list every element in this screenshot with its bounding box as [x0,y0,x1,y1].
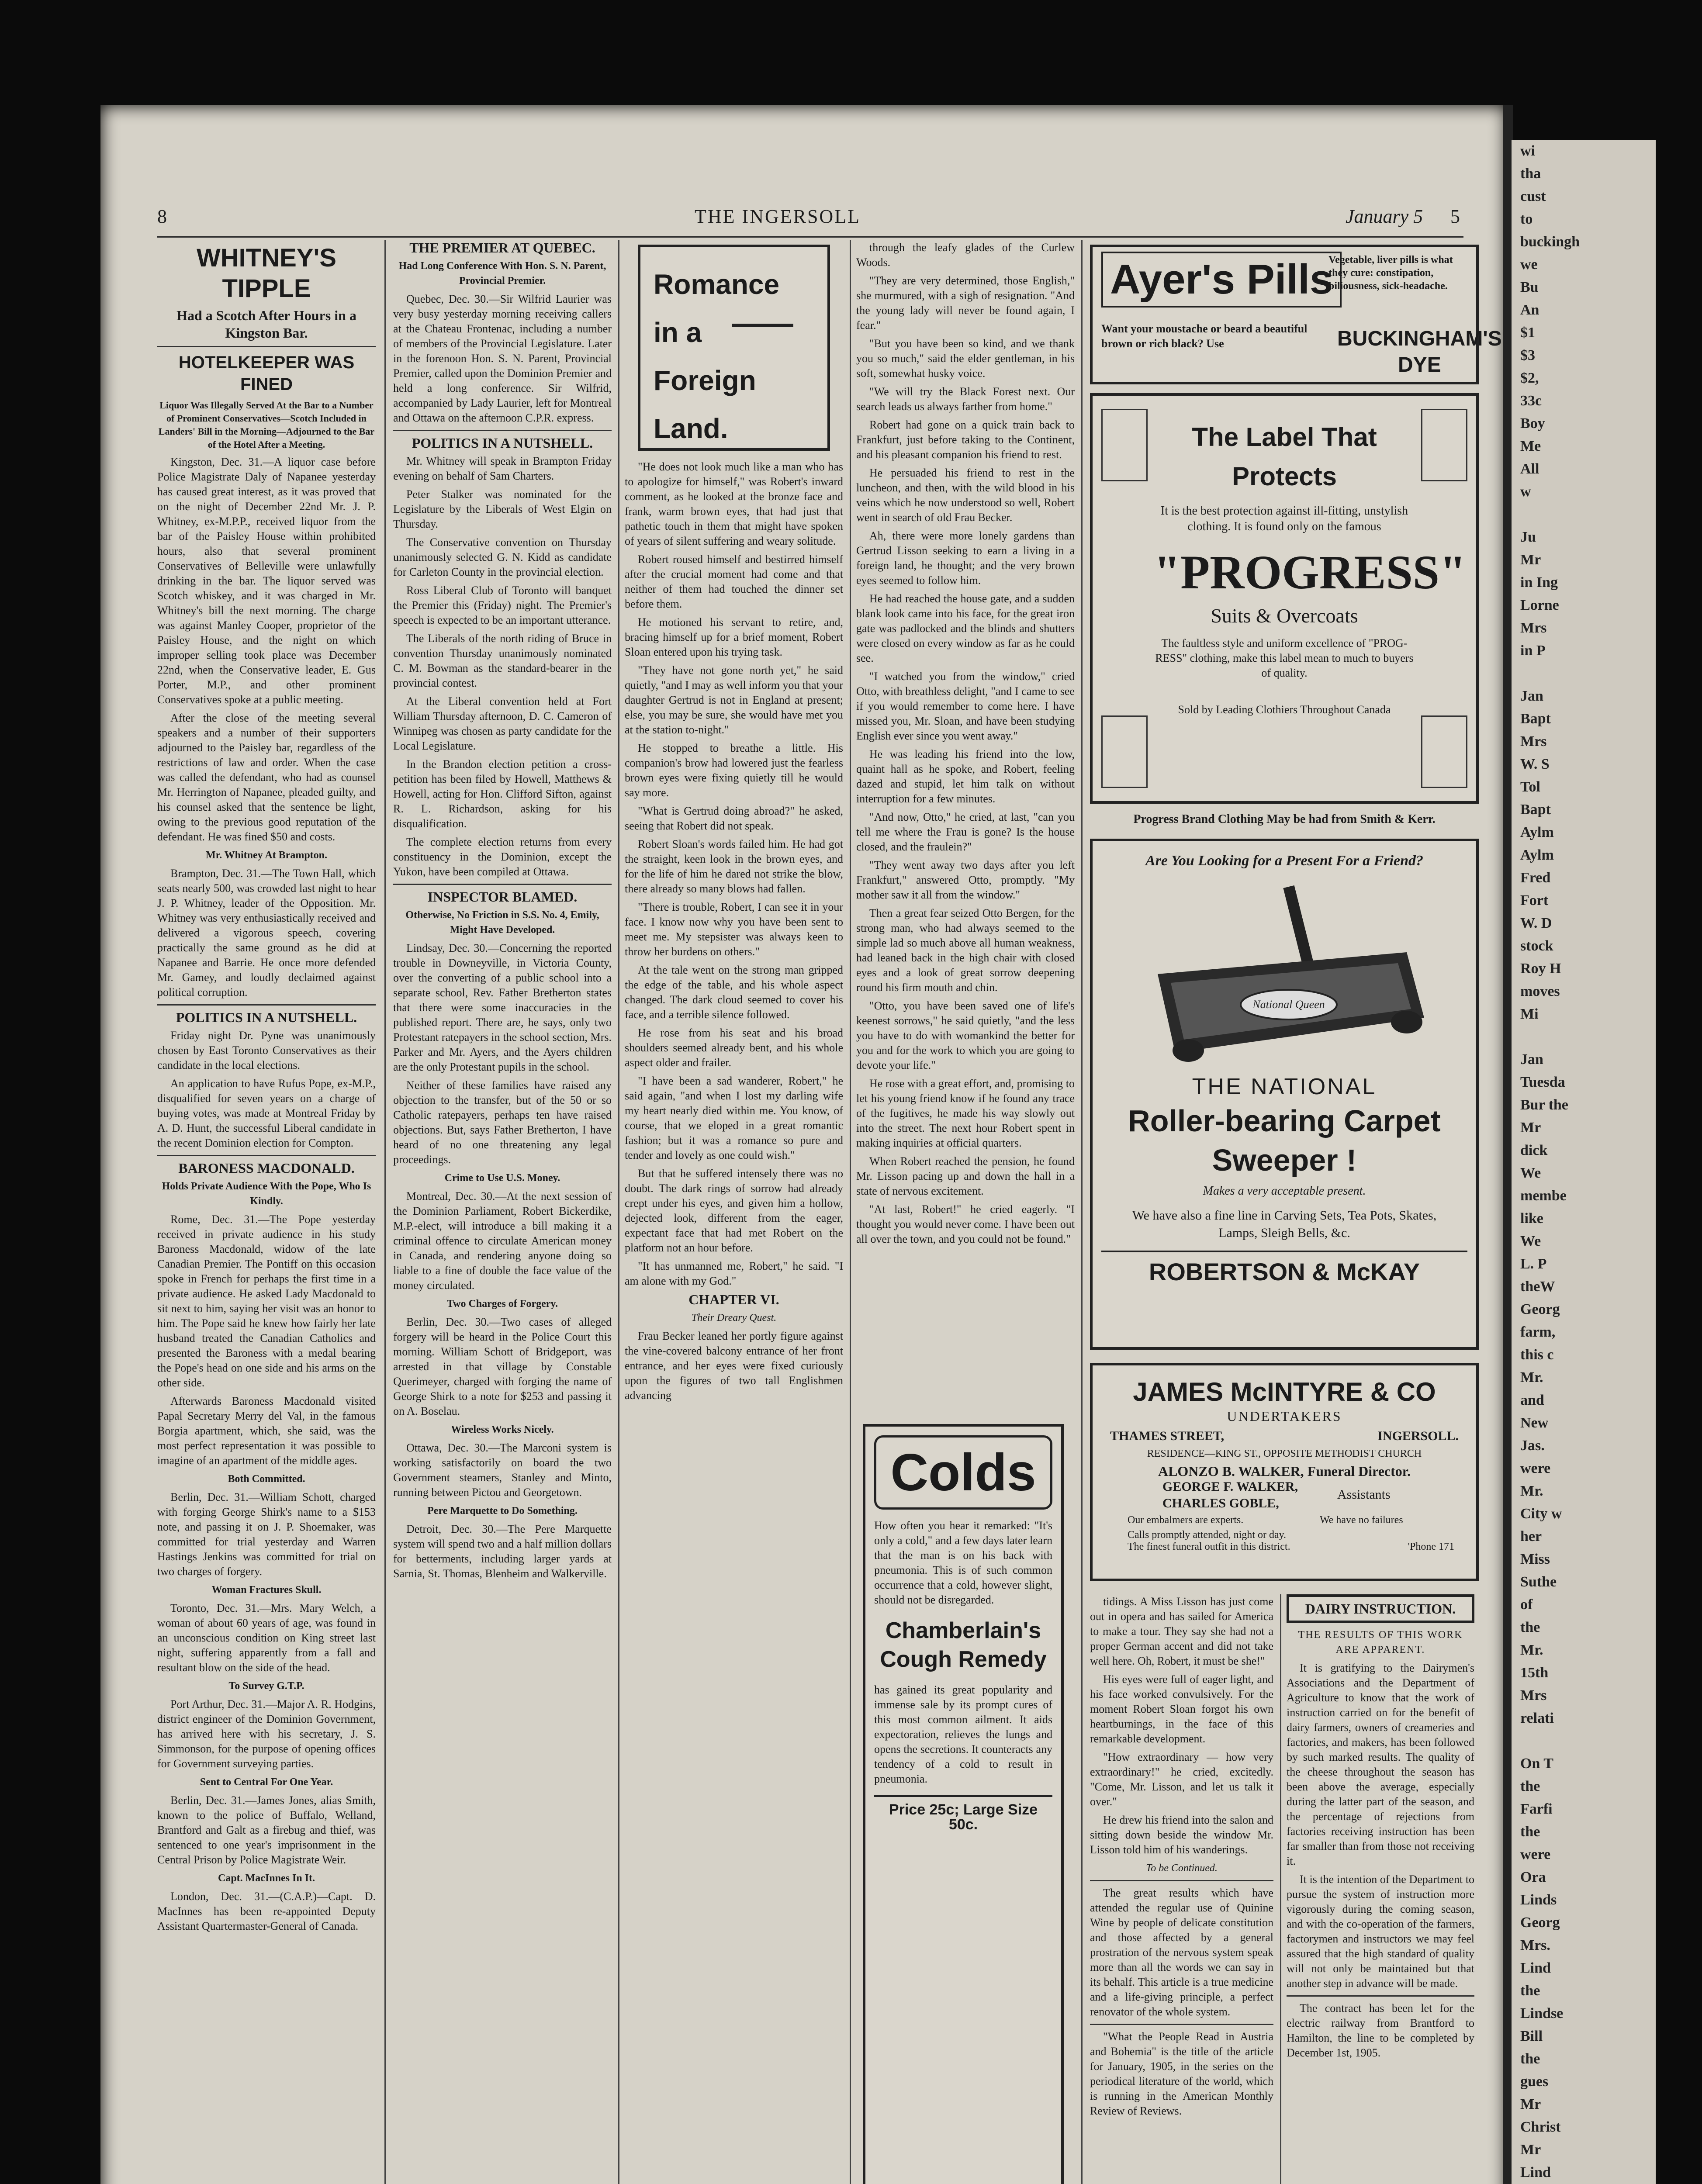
heading-baroness: BARONESS MACDONALD. [178,1160,355,1176]
adjacent-page-fragment: Lorne [1520,597,1559,613]
story-paragraph: Robert roused himself and bestirred himself after the crucial moment had come and that neither of them had touched the dinner set before them. [625,553,843,610]
story-paragraph: "They have not gone north yet," he said quietly, "and I may as well inform you that your daughter Gertrud is not in England at present; else, you may be sure, she would have met you at the station to-night." [625,664,843,736]
mcintyre-firm: JAMES McINTYRE & CO [1133,1377,1436,1406]
story-paragraph: He stopped to breathe a little. His companion's brow had lowered just the fearless brown eyes were fixing quietly till he would say more. [625,742,843,799]
sweeper-title: Roller-bearing Carpet Sweeper ! [1128,1104,1441,1177]
article-paragraph: Rome, Dec. 31.—The Pope yesterday received in private audience in his study Baroness Macdonald, widow of the late Canadian Premier. The Pontiff on this occasion spoke in French for perhaps the first time in a private audience. He asked Lady Macdonald to sit next to him, saying her visit was an honor to him. The Pope said he knew how fairly her late husband treated the Canadian Catholics and presented the Baroness with a medal bearing the Pope's head on one side and his arms on the other side. [157,1213,376,1389]
article-paragraph: In the Brandon election petition a cross-petition has been filed by Howell, Matthews & Howell, acting for Hon. Clifford Sifton, against R. L. Richardson, asking for his disqualification. [393,758,612,830]
story-paragraph: He motioned his servant to retire, and, bracing himself up for a brief moment, Robert Sloan entered upon his trying task. [625,616,843,658]
story-paragraph: "Otto, you have been saved one of life's keenest sorrows," he said quietly, "and the less you have to do with womankind the better for you and for the work to which you are going to devote your life." [856,999,1075,1071]
rule [157,1155,376,1156]
adjacent-page-fragment: tha [1520,166,1541,182]
story-paragraph: "They are very determined, those English," she murmured, with a sigh of resignation. "And the young lady will never be found again, I fear." [856,274,1075,332]
column-divider [850,240,851,2184]
article-paragraph: Mr. Whitney will speak in Brampton Friday evening on behalf of Sam Charters. [393,455,612,482]
article-paragraph: It is gratifying to the Dairymen's Associations and the Department of Agriculture to know that the work of instruction carried on for the benefit of dairy farmers, owners of creameries and factories, and makers, has been followed by such marked results. The quality of the cheese throughout the season has been above the average, especially during the latter part of the season, and the percentage of rejections from factories receiving instruction has been far smaller than from those not receiving it. [1287,1662,1474,1867]
adjacent-page-fragment: Christ [1520,2119,1561,2135]
romance-line-3: Foreign Land. [654,365,756,444]
story-paragraph: "There is trouble, Robert, I can see it in your face. I know now why you have been sent to meet me. My stepsister was always keen to throw her burdens on others." [625,901,843,958]
article-paragraph: Detroit, Dec. 30.—The Pere Marquette system will spend two and a half million dollars for betterments, including larger yards at Sarnia, St. Thomas, Blenheim and Walkerville. [393,1523,612,1580]
heading-inspector: INSPECTOR BLAMED. [427,889,578,905]
newspaper-page [100,105,1507,2184]
sweeper-the-national: THE NATIONAL [1192,1074,1377,1099]
mcintyre-director: ALONZO B. WALKER, Funeral Director. [1158,1463,1411,1479]
adjacent-page-fragment: relati [1520,1710,1554,1726]
buckinghams-dye: BUCKINGHAM'S DYE [1337,327,1502,377]
adjacent-page-fragment: in Ing [1520,574,1558,591]
progress-title: The Label That Protects [1192,422,1377,491]
progress-line: It is the best protection against ill-fitting, unstylish clothing. It is found only on the famous [1160,504,1408,533]
progress-footer: Progress Brand Clothing May be had from Smith & Kerr. [1133,812,1436,826]
mcintyre-street: THAMES STREET, [1110,1429,1225,1443]
story-paragraph: Then a great fear seized Otto Bergen, for the strong man, who had always seemed to the simple lad so much above all human weakness, had leaned back in the high chair with closed eyes and a look of great sorrow deepening round his firm mouth and chin. [856,907,1075,994]
heading-premier: THE PREMIER AT QUEBEC. [409,240,595,256]
article-paragraph: Afterwards Baroness Macdonald visited Papal Secretary Merry del Val, in the famous Borgia apartment, which, she said, was the most perfect representation it was possible to imagine of an apartment of the middle ages. [157,1395,376,1467]
adjacent-page-fragment: this c [1520,1347,1554,1363]
article-paragraph: Friday night Dr. Pyne was unanimously chosen by East Toronto Conservatives as their candidate in the local elections. [157,1029,376,1071]
arrow-decoration-icon [732,324,793,327]
progress-label-icon [1101,409,1148,481]
article-paragraph: The Liberals of the north riding of Bruce in convention Thursday unanimously nominated C. M. Bowman as the standard-bearer in the provincial contest. [393,632,612,689]
page-number-left: 8 [157,206,167,227]
adjacent-page-fragment: Suthe [1520,1574,1557,1590]
chapter-heading: CHAPTER VI. [688,1292,779,1307]
adjacent-page-fragment: Jan [1520,1051,1543,1068]
mcintyre-assistants-label: Assistants [1337,1487,1391,1502]
story-paragraph: "And now, Otto," he cried, at last, "can you tell me where the Frau is gone? Is the house closed, and the fraulein?" [856,811,1075,853]
mcintyre-assistant: CHARLES GOBLE, [1162,1496,1279,1510]
adjacent-page-fragment: the [1520,1778,1540,1794]
article-paragraph: Ottawa, Dec. 30.—The Marconi system is working satisfactorily on board the two Government steamers, Stanley and Minto, running between Pictou and Georgetown. [393,1441,612,1499]
adjacent-page-fragment: buckingh [1520,234,1580,250]
story-paragraph: Frau Becker leaned her portly figure against the vine-covered balcony entrance of her front entrance, and her eyes were fixed curiously upon the figures of two tall Englishmen advancing [625,1330,843,1402]
adjacent-page-fragment: Mr [1520,2096,1541,2112]
colds-price: Price 25c; Large Size 50c. [874,1795,1052,1832]
adjacent-page-fragment: theW [1520,1279,1555,1295]
subhead: Pere Marquette to Do Something. [427,1505,578,1517]
story-paragraph: Robert Sloan's words failed him. He had got the straight, keen look in the brown eyes, and for the life of him he dared not strike the blow, there already so many blows had fallen. [625,838,843,895]
adjacent-page-fragment: dick [1520,1142,1548,1158]
article-paragraph: Peter Stalker was nominated for the Legislature by the Liberals of West Elgin on Thursday. [393,488,612,530]
sweeper-wheel [1391,1011,1422,1033]
article-paragraph: The great results which have attended the regular use of Quinine Wine by people of delicate constitution and those affected by a general prostration of the nervous system speak more than all the words we can say in its behalf. This article is a true medicine and a life-giving principle, a perfect renovator of the whole system. [1090,1887,1273,2018]
adjacent-page-fragment: $3 [1520,347,1535,363]
ayers-bottom-text: Want your moustache or beard a beautiful brown or rich black? Use [1101,322,1308,350]
article-paragraph: The Conservative convention on Thursday unanimously selected G. N. Kidd as candidate for Carleton County in the provincial election. [393,536,612,578]
adjacent-page-fragment: Georg [1520,1914,1560,1931]
column-4 [856,240,1075,1411]
article-paragraph: The contract has been let for the electric railway from Brantford to Hamilton, the line to be completed by December 1st, 1905. [1287,2002,1474,2059]
article-paragraph: At the Liberal convention held at Fort William Thursday afternoon, D. C. Cameron of Winnipeg was chosen as party candidate for the Local Legislature. [393,695,612,752]
story-paragraph: He drew his friend into the salon and sitting down beside the window Mr. Lisson told him of his wanderings. [1090,1814,1273,1856]
story-paragraph: "I have been a sad wanderer, Robert," he said again, "and when I lost my darling wife my heart nearly died within me. You know, of course, that we eloped in a great romantic fashion; but it was a romance so pure and tender and lovely as one could wish." [625,1075,843,1161]
progress-clothing-ad [1090,393,1479,804]
progress-label-icon [1421,715,1467,788]
adjacent-page-fragment: gues [1520,2073,1549,2090]
dairy-title-box [1287,1594,1474,1623]
heading-politics: POLITICS IN A NUTSHELL. [176,1009,357,1025]
adjacent-page-fragment: like [1520,1210,1543,1227]
column-1 [157,240,376,2184]
adjacent-page-fragment: Aylm [1520,847,1554,863]
mcintyre-embalm: Our embalmers are experts. [1128,1514,1244,1526]
adjacent-page-fragment: Mr [1520,1120,1541,1136]
subhead: Woman Fractures Skull. [211,1584,322,1596]
sweeper-tagline: Makes a very acceptable present. [1203,1184,1366,1198]
colds-ad [863,1424,1064,2184]
adjacent-page-fragment: her [1520,1528,1542,1545]
story-paragraph: tidings. A Miss Lisson has just come out in opera and has sailed for America to make a tour. They say she had not a proper German accent and did not take well here. Oh, Robert, it must be she!" [1090,1595,1273,1667]
mcintyre-undertakers-ad [1090,1363,1479,1581]
adjacent-page-fragment: We [1520,1233,1541,1249]
adjacent-page-fragment: Mrs [1520,1687,1547,1704]
article-paragraph: Berlin, Dec. 31.—James Jones, alias Smith, known to the police of Buffalo, Welland, Brantford and Galt as a firebug and thief, was sentenced to one year's imprisonment in the Central Prison by Police Magistrate Weir. [157,1794,376,1866]
adjacent-page-fragment: moves [1520,983,1560,999]
ayers-side-text: Vegetable, liver pills is what they cure: constipation, biliousness, sick-headache. [1328,254,1453,292]
adjacent-page-fragment: Lind [1520,2164,1551,2181]
column-divider [384,240,386,2184]
article-paragraph: Ross Liberal Club of Toronto will banquet the Premier this (Friday) night. The Premier's speech is expected to be an important utterance. [393,584,612,626]
progress-label-icon [1421,409,1467,481]
story-paragraph: When Robert reached the pension, he found Mr. Lisson pacing up and down the hall in a state of nervous excitement. [856,1155,1075,1197]
article-paragraph: It is the intention of the Department to pursue the system of instruction more vigorously during the coming season, and with the co-operation of the farmers, factorymen and instructors we may feel assured that the high standard of quality will not only be maintained but that another step in advance will be made. [1287,1873,1474,1990]
remedy-name: Chamberlain's Cough Remedy [880,1618,1047,1672]
colds-paragraph: has gained its great popularity and immense sale by its prompt cures of this most common ailment. It aids expectoration, relieves the lungs and opens the secretions. It counteracts any tendency of a cold to result in pneumonia. [874,1683,1052,1785]
rule [1287,1995,1474,1997]
rule [1090,1880,1273,1881]
adjacent-page-fragment: $2, [1520,370,1539,386]
column-divider [618,240,619,2184]
adjacent-page-fragment: W. S [1520,756,1550,772]
progress-sold: Sold by Leading Clothiers Throughout Canada [1178,703,1391,716]
robertson-mckay: ROBERTSON & McKAY [1149,1258,1420,1286]
dairy-subtitle: THE RESULTS OF THIS WORK ARE APPARENT. [1298,1629,1463,1655]
adjacent-page-fragment: in P [1520,643,1546,659]
story-paragraph: He had reached the house gate, and a sudden blank look came into his face, for the great iron gate was padlocked and the blinds and shutters were closed on every window as far as he could see. [856,592,1075,664]
adjacent-page-strip [1512,140,1656,2184]
story-paragraph: "I watched you from the window," cried Otto, with breathless delight, "and I came to see if you would remember to come here. I have missed you, Mr. Sloan, and have been studying English ever since you went away." [856,670,1075,742]
ayers-title: Ayer's Pills [1101,252,1342,308]
adjacent-page-fragment: farm, [1520,1324,1556,1340]
article-paragraph: "What the People Read in Austria and Bohemia" is the title of the article for January, 1905, in the series on the periodical literature of the world, which is running in the American Monthly Review of Reviews. [1090,2030,1273,2117]
adjacent-page-fragment: the [1520,1619,1540,1635]
adjacent-page-fragment: were [1520,1460,1551,1476]
to-be-continued: To be Continued. [1146,1863,1218,1874]
adjacent-page-fragment: L. P [1520,1256,1547,1272]
deck: Liquor Was Illegally Served At the Bar to a Number of Prominent Conservatives—Scotch Included in Landers' Bill in the Morning—Adjourned to the Bar of the Hotel After a Meeting. [158,400,375,450]
adjacent-page-fragment: Mr. [1520,1483,1543,1499]
article-paragraph: Quebec, Dec. 30.—Sir Wilfrid Laurier was very busy yesterday morning receiving callers at the Chateau Frontenac, including a number of members of the Provincial Legislature. Later in the forenoon Hon. S. N. Parent, Provincial Premier, called upon the Dominion Premier and held a long conference. Sir Wilfrid, accompanied by Lady Laurier, left for Montreal and Ottawa on the afternoon C.P.R. express. [393,293,612,424]
subhead: Both Committed. [228,1473,305,1485]
column-divider [1280,1594,1281,2184]
story-paragraph: He rose from his seat and his broad shoulders seemed already bent, and his whole aspect older and frailer. [625,1026,843,1069]
story-paragraph: He rose with a great effort, and, promising to let his young friend know if he found any trace of the fugitives, he made his way slowly out into the street. The next hour Robert spent in making inquiries at official quarters. [856,1077,1075,1149]
article-paragraph: Berlin, Dec. 30.—Two cases of alleged forgery will be heard in the Police Court this morning. William Schott of Bridgeport, was arrested in that village by Constable Querimeyer, charged with forging the name of George Shirk to a note for $253 and passing it on A. Boselau. [393,1316,612,1417]
adjacent-page-fragment: Mr. [1520,1369,1543,1386]
adjacent-page-fragment [1512,1026,1656,1048]
adjacent-page-fragment: Me [1520,438,1541,454]
dairy-title: DAIRY INSTRUCTION. [1305,1601,1456,1617]
article-paragraph: Neither of these families have raised any objection to the transfer, but of the 50 or so Catholic ratepayers, perhaps ten have raised objections. But, says Father Bretherton, I have heard of no one threatening any legal proceedings. [393,1079,612,1166]
article-paragraph: The complete election returns from every constituency in the Dominion, except the Yukon, have been compiled at Ottawa. [393,836,612,878]
adjacent-page-fragment: Bu [1520,279,1539,295]
adjacent-page-fragment: to [1520,211,1533,227]
article-paragraph: Kingston, Dec. 31.—A liquor case before Police Magistrate Daly of Napanee yesterday has caused great interest, as it was proved that on the night of December 22nd Mr. J. P. Whitney, ex-M.P.P., received liquor from the bar of the Paisley House within prohibited hours, also that several prominent Conservatives of Belleville were unlawfully drinking in the bar. The liquor served was Scotch whiskey, and it was charged in Mr. Whitney's bill the next morning. The charge was against Manley Cooper, proprietor of the Paisley House, and the night on which improper selling took place was December 22nd, when the Conservative leader, E. Gus Porter, M.P., and other prominent Conservatives spoke at a public meeting. [157,456,376,706]
sweeper-wheel [1173,1039,1204,1062]
story-paragraph: At the tale went on the strong man gripped the edge of the table, and his whole aspect changed. The dark cloud seemed to cover his face, and a terrible silence followed. [625,964,843,1021]
rule [393,430,612,431]
mcintyre-finest: The finest funeral outfit in this district. [1128,1541,1290,1552]
mcintyre-sub: UNDERTAKERS [1227,1408,1342,1424]
adjacent-page-fragment: Bur the [1520,1097,1568,1113]
story-paragraph: He persuaded his friend to rest in the luncheon, and then, with the wild blood in his veins which he now understood so well, Robert went in search of old Frau Becker. [856,467,1075,524]
adjacent-page-fragment: the [1520,1983,1540,1999]
subhead: Otherwise, No Friction in S.S. No. 4, Emily, Might Have Developed. [405,909,599,936]
dairy-instruction-article [1287,1594,1474,2184]
progress-line: The faultless style and uniform excellence of "PROG-RESS" clothing, make this label mean to much to buyers of quality. [1155,637,1414,679]
column-divider [1081,240,1083,2184]
article-paragraph: Lindsay, Dec. 30.—Concerning the reported trouble in Downeyville, in Victoria County, over the converting of a public school into a separate school, Rev. Father Bretherton states that there were some inaccuracies in the published report. There are, he says, only two Protestant ratepayers in the school section, Mrs. Parker and Mr. Ayers, and the Ayers children are the only Protestant pupils in the school. [393,942,612,1073]
subhead-scotch: Had a Scotch After Hours in a Kingston Bar. [176,308,356,341]
subhead: Mr. Whitney At Brampton. [205,850,327,861]
adjacent-page-fragment: and [1520,1392,1544,1408]
adjacent-page-fragment: Mrs. [1520,1937,1550,1953]
adjacent-page-fragment: Ora [1520,1869,1546,1885]
chapter-title: Their Dreary Quest. [691,1312,777,1324]
sweeper-question: Are You Looking for a Present For a Friend? [1145,853,1423,869]
carpet-sweeper-image [1105,878,1463,1070]
mcintyre-residence: RESIDENCE—KING ST., OPPOSITE METHODIST CHURCH [1147,1448,1422,1459]
adjacent-page-fragment: Farfi [1520,1801,1553,1817]
mcintyre-calls: Calls promptly attended, night or day. [1128,1529,1287,1541]
mcintyre-town: INGERSOLL. [1377,1429,1459,1443]
adjacent-page-fragment: Lind [1520,1960,1551,1976]
adjacent-page-fragment: Mr [1520,2142,1541,2158]
adjacent-page-fragment: Linds [1520,1892,1557,1908]
subhead: Two Charges of Forgery. [446,1298,558,1310]
story-paragraph: "It has unmanned me, Robert," he said. "I am alone with my God." [625,1260,843,1287]
adjacent-page-fragment: Bapt [1520,802,1551,818]
adjacent-page-fragment: 15th [1520,1665,1549,1681]
adjacent-page-fragment: Tuesda [1520,1074,1565,1090]
progress-label-icon [1101,715,1148,788]
subhead: Sent to Central For One Year. [200,1776,333,1788]
adjacent-page-fragment: Ju [1520,529,1536,545]
adjacent-page-fragment: Fort [1520,892,1549,909]
story-paragraph: "We will try the Black Forest next. Our search leads us always farther from home." [856,385,1075,413]
adjacent-page-fragment [1512,662,1656,685]
progress-sub: Suits & Overcoats [1211,605,1358,627]
adjacent-page-fragment: Mrs [1520,733,1547,750]
rule [157,346,376,347]
adjacent-page-fragment: we [1520,256,1538,273]
headline-whitneys-tipple: WHITNEY'S TIPPLE [197,244,336,303]
adjacent-page-lines [1512,140,1656,2184]
sweeper-line: We have also a fine line in Carving Sets, Tea Pots, Skates, Lamps, Sleigh Bells, &c. [1132,1208,1437,1240]
article-paragraph: Brampton, Dec. 31.—The Town Hall, which seats nearly 500, was crowded last night to hear J. P. Whitney, leader of the Opposition. Mr. Whitney was very enthusiastically received and delivered a vigorous speech, covering practically the same ground as he did at Napanee and Barrie. He once more defended Mr. Gamey, and loudly declaimed against political corruption. [157,867,376,999]
adjacent-page-fragment: 33c [1520,393,1542,409]
story-paragraph: "What is Gertrud doing abroad?" he asked, seeing that Robert did not speak. [625,805,843,832]
adjacent-page-fragment: Mr [1520,552,1541,568]
article-paragraph: Montreal, Dec. 30.—At the next session of the Dominion Parliament, Robert Bickerdike, M.P.-elect, will introduce a bill making it a criminal offence to circulate American money in Canada, and rendering anyone doing so liable to a fine of double the face value of the money circulated. [393,1190,612,1292]
adjacent-page-fragment: Aylm [1520,824,1554,840]
issue-date: January 5 [1346,206,1423,227]
article-paragraph: Berlin, Dec. 31.—William Schott, charged with forging George Shirk's name to a $153 note, and passing it on J. P. Shoemaker, was committed for trial yesterday and Warren Hastings Jenkins was committed for trial on two charges of forgery. [157,1491,376,1578]
adjacent-page-fragment: Fred [1520,870,1551,886]
mcintyre-phone: 'Phone 171 [1408,1541,1454,1552]
adjacent-page-fragment: cust [1520,188,1546,204]
adjacent-page-fragment: An [1520,302,1539,318]
adjacent-page-fragment: were [1520,1846,1551,1863]
mcintyre-fail: We have no failures [1320,1514,1403,1526]
adjacent-page-fragment: the [1520,1824,1540,1840]
adjacent-page-fragment: Bill [1520,2028,1543,2044]
adjacent-page-fragment: Jas. [1520,1438,1545,1454]
adjacent-page-fragment: City w [1520,1506,1562,1522]
adjacent-page-fragment: We [1520,1165,1541,1181]
rule [157,1004,376,1006]
heading-politics: POLITICS IN A NUTSHELL. [412,435,593,451]
story-paragraph: through the leafy glades of the Curlew Woods. [856,241,1075,269]
masthead: THE INGERSOLL [695,206,861,227]
adjacent-page-fragment: Miss [1520,1551,1550,1567]
article-paragraph: An application to have Rufus Pope, ex-M.P., disqualified for seven years on a charge of buying votes, was made at Montreal Friday by A. D. Hunt, the successful Liberal candidate in the recent Dominion election for Compton. [157,1077,376,1149]
story-paragraph: Ah, there were more lonely gardens than Gertrud Lisson seeking to earn a living in a foreign land, he thought; and the very brown eyes seemed to follow him. [856,529,1075,587]
adjacent-page-fragment: wi [1520,143,1535,159]
romance-title-box [638,245,830,451]
adjacent-page-fragment: of [1520,1597,1533,1613]
adjacent-page-fragment: $1 [1520,325,1535,341]
story-paragraph: He was leading his friend into the low, quaint hall as he spoke, and Robert, feeling dazed and stupid, let him talk on without interruption for a few minutes. [856,748,1075,805]
column-5-lower [1090,1594,1273,2184]
story-paragraph: "He does not look much like a man who has to apologize for himself," was Robert's inward comment, as he looked at the bronze face and frank, warm brown eyes, that had just that pathetic touch in them that might have spoken of years of silent suffering and weary solitude. [625,460,843,547]
column-2 [393,240,612,2184]
mcintyre-assistant: GEORGE F. WALKER, [1162,1479,1298,1494]
article-paragraph: Toronto, Dec. 31.—Mrs. Mary Welch, a woman of about 60 years of age, was found in an unconscious condition on King street last night, suffering apparently from a fall and resultant blow on the side of the head. [157,1602,376,1674]
subhead: To Survey G.T.P. [228,1680,304,1692]
adjacent-page-fragment: Jan [1520,688,1543,704]
article-paragraph: London, Dec. 31.—(C.A.P.)—Capt. D. MacInnes has been re-appointed Deputy Assistant Quartermaster-General of Canada. [157,1890,376,1932]
progress-brand: "PROGRESS" [1154,546,1467,599]
page-header [157,205,1468,240]
colds-title: Colds [874,1435,1052,1510]
ayers-pills-ad [1090,245,1502,384]
header-rule [157,236,1463,238]
adjacent-page-fragment: Boy [1520,415,1545,432]
adjacent-page-fragment: membe [1520,1188,1567,1204]
subhead: Capt. MacInnes In It. [218,1873,315,1884]
adjacent-page-fragment: w [1520,484,1531,500]
column-3 [625,240,843,2184]
romance-line-2: in a [654,317,702,348]
adjacent-page-fragment: Mr. [1520,1642,1543,1658]
adjacent-page-fragment: New [1520,1415,1549,1431]
story-paragraph: Robert had gone on a quick train back to Frankfurt, just before taking to the Continent, and his pleasant companion his friend to rest. [856,418,1075,461]
story-paragraph: But that he suffered intensely there was no doubt. The dark rings of sorrow had already crept under his eyes, and given him a hollow, dejected look, different from the eager, expectant face that had met Robert on the platform not an hour before. [625,1167,843,1254]
adjacent-page-fragment: Mi [1520,1006,1539,1022]
adjacent-page-fragment: All [1520,461,1539,477]
adjacent-page-fragment: W. D [1520,915,1552,931]
subhead: Crime to Use U.S. Money. [444,1172,560,1184]
subhead: Wireless Works Nicely. [451,1424,554,1435]
story-paragraph: "How extraordinary — how very extraordinary!" he cried, excitedly. "Come, Mr. Lisson, and let us talk it over." [1090,1751,1273,1808]
romance-line-1: Romance [654,269,780,300]
sweeper-brand-text: National Queen [1252,998,1325,1011]
adjacent-page-fragment: Georg [1520,1301,1560,1317]
rule [393,884,612,885]
adjacent-page-fragment: Bapt [1520,711,1551,727]
adjacent-page-fragment: Mrs [1520,620,1547,636]
subhead: Had Long Conference With Hon. S. N. Parent, Provincial Premier. [398,260,606,287]
rule [1090,2024,1273,2025]
colds-paragraph: How often you hear it remarked: "It's only a cold," and a few days later learn that the man is on his back with pneumonia. This is of such common occurrence that a cold, however slight, should not be disregarded. [874,1519,1052,1606]
adjacent-page-fragment: Roy H [1520,961,1561,977]
adjacent-page-fragment [1512,1730,1656,1752]
story-paragraph: "At last, Robert!" he cried eagerly. "I thought you would never come. I have been out all over the town, and you could not be found." [856,1203,1075,1245]
page-number-right: 5 [1450,206,1460,227]
adjacent-page-fragment: Lindse [1520,2005,1564,2022]
subhead-fined: HOTELKEEPER WAS FINED [178,353,355,394]
story-paragraph: "They went away two days after you left Frankfurt," answered Otto, promptly. "My mother saw it all from the window." [856,859,1075,901]
adjacent-page-fragment: stock [1520,938,1553,954]
adjacent-page-fragment [1512,503,1656,526]
adjacent-page-fragment: the [1520,2051,1540,2067]
adjacent-page-fragment: Tol [1520,779,1541,795]
adjacent-page-fragment: On T [1520,1755,1553,1772]
carpet-sweeper-ad [1090,839,1479,1350]
subhead: Holds Private Audience With the Pope, Who Is Kindly. [162,1181,371,1207]
story-paragraph: "But you have been so kind, and we thank you so much," said the elder gentleman, in his soft, somewhat husky voice. [856,337,1075,380]
article-paragraph: After the close of the meeting several speakers and a number of their supporters adjourned to the Paisley bar, regardless of the restrictions of law and order. When the case was called the defendant, who had as counsel Mr. Herrington of Napanee, pleaded guilty, and his counsel asked that the sentence be light, owing to the previous good reputation of the defendant. He was fined $50 and costs. [157,712,376,843]
story-paragraph: His eyes were full of eager light, and his face worked convulsively. For the moment Robert Sloan forgot his own heartburnings, in the face of this remarkable development. [1090,1673,1273,1745]
article-paragraph: Port Arthur, Dec. 31.—Major A. R. Hodgins, district engineer of the Dominion Government, has arrived here with his secretary, J. S. Simmonson, for the purpose of opening offices for Government surveying parties. [157,1698,376,1770]
